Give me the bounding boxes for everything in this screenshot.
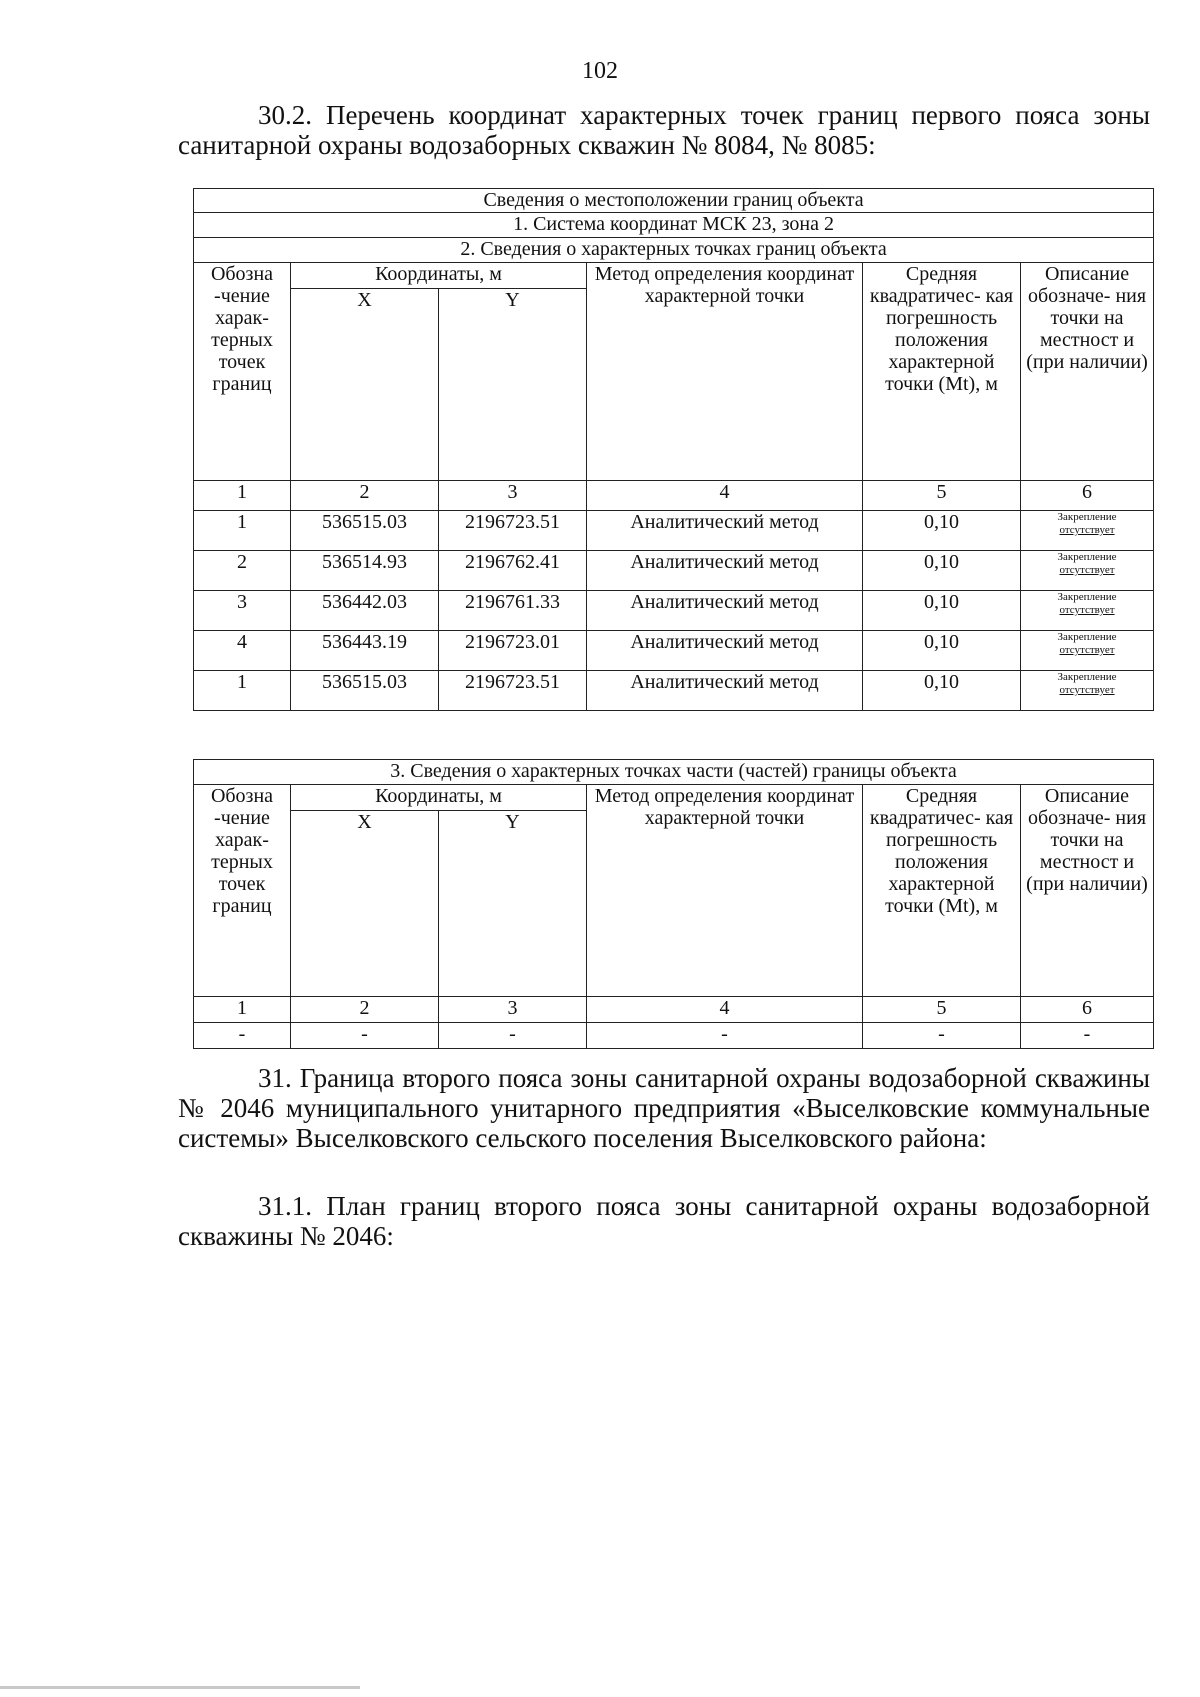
scan-edge-line xyxy=(0,1686,360,1689)
x-coordinate: 536443.19 xyxy=(291,631,439,671)
empty-cell: - xyxy=(439,1023,587,1049)
header-y: Y xyxy=(439,811,587,997)
header-description: Описание обозначе- ния точки на местност и (при наличии) xyxy=(1021,263,1154,481)
mean-error: 0,10 xyxy=(863,671,1021,711)
coordinate-system-row: 1. Система координат МСК 23, зона 2 xyxy=(194,213,1154,238)
boundary-points-section-row: 2. Сведения о характерных точках границ объекта xyxy=(194,238,1154,263)
empty-cell: - xyxy=(1021,1023,1154,1049)
table-row xyxy=(194,591,1154,631)
column-number: 2 xyxy=(291,481,439,511)
table-row xyxy=(194,511,1154,551)
header-x: X xyxy=(291,811,439,997)
header-coordinates: Координаты, м xyxy=(291,785,587,811)
point-number: 1 xyxy=(194,511,291,551)
header-mean-error: Средняя квадратичес- кая погрешность положения характерной точки (Mt), м xyxy=(863,263,1021,481)
column-number: 6 xyxy=(1021,481,1154,511)
header-x: X xyxy=(291,289,439,481)
boundary-parts-section-row: 3. Сведения о характерных точках части (частей) границы объекта xyxy=(194,760,1154,785)
empty-cell: - xyxy=(194,1023,291,1049)
section-31-1-paragraph: 31.1. План границ второго пояса зоны санитарной охраны водозаборной скважины № 2046: xyxy=(178,1191,1150,1251)
table-row xyxy=(194,1023,1154,1049)
column-number: 5 xyxy=(863,997,1021,1023)
boundary-parts-table xyxy=(193,759,1154,1049)
y-coordinate: 2196723.51 xyxy=(439,511,587,551)
point-description: Закрепление отсутствует xyxy=(1021,591,1154,631)
header-method: Метод определения координат характерной точки xyxy=(587,263,863,481)
point-number: 3 xyxy=(194,591,291,631)
page-number: 102 xyxy=(582,58,618,84)
header-method: Метод определения координат характерной точки xyxy=(587,785,863,997)
table-row xyxy=(194,551,1154,591)
method: Аналитический метод xyxy=(587,631,863,671)
empty-cell: - xyxy=(587,1023,863,1049)
x-coordinate: 536515.03 xyxy=(291,511,439,551)
header-point-designation: Обозна -чение харак- терных точек границ xyxy=(194,785,291,997)
x-coordinate: 536442.03 xyxy=(291,591,439,631)
y-coordinate: 2196723.51 xyxy=(439,671,587,711)
table-row xyxy=(194,671,1154,711)
x-coordinate: 536515.03 xyxy=(291,671,439,711)
column-number: 1 xyxy=(194,481,291,511)
point-description: Закрепление отсутствует xyxy=(1021,671,1154,711)
y-coordinate: 2196723.01 xyxy=(439,631,587,671)
column-number: 3 xyxy=(439,481,587,511)
header-mean-error: Средняя квадратичес- кая погрешность положения характерной точки (Mt), м xyxy=(863,785,1021,997)
column-number: 3 xyxy=(439,997,587,1023)
point-number: 2 xyxy=(194,551,291,591)
section-31-paragraph: 31. Граница второго пояса зоны санитарной охраны водозаборной скважины № 2046 муниципального унитарного предприятия «Выселковские коммунальные системы» Выселковского сельского поселения Выселковского района: xyxy=(178,1063,1150,1153)
section-30-2-heading: 30.2. Перечень координат характерных точек границ первого пояса зоны санитарной охраны водозаборных скважин № 8084, № 8085: xyxy=(178,100,1150,160)
point-number: 1 xyxy=(194,671,291,711)
method: Аналитический метод xyxy=(587,511,863,551)
table-title: Сведения о местоположении границ объекта xyxy=(194,189,1154,213)
header-coordinates: Координаты, м xyxy=(291,263,587,289)
point-number: 4 xyxy=(194,631,291,671)
header-point-designation: Обозна -чение харак- терных точек границ xyxy=(194,263,291,481)
y-coordinate: 2196761.33 xyxy=(439,591,587,631)
table-row xyxy=(194,631,1154,671)
column-number: 4 xyxy=(587,481,863,511)
column-number: 1 xyxy=(194,997,291,1023)
column-number: 5 xyxy=(863,481,1021,511)
mean-error: 0,10 xyxy=(863,551,1021,591)
boundary-coordinates-table xyxy=(193,188,1154,711)
empty-cell: - xyxy=(291,1023,439,1049)
method: Аналитический метод xyxy=(587,591,863,631)
point-description: Закрепление отсутствует xyxy=(1021,631,1154,671)
mean-error: 0,10 xyxy=(863,591,1021,631)
column-number: 2 xyxy=(291,997,439,1023)
method: Аналитический метод xyxy=(587,671,863,711)
header-description: Описание обозначе- ния точки на местност и (при наличии) xyxy=(1021,785,1154,997)
y-coordinate: 2196762.41 xyxy=(439,551,587,591)
header-y: Y xyxy=(439,289,587,481)
empty-cell: - xyxy=(863,1023,1021,1049)
x-coordinate: 536514.93 xyxy=(291,551,439,591)
column-number: 6 xyxy=(1021,997,1154,1023)
mean-error: 0,10 xyxy=(863,631,1021,671)
method: Аналитический метод xyxy=(587,551,863,591)
point-description: Закрепление отсутствует xyxy=(1021,511,1154,551)
mean-error: 0,10 xyxy=(863,511,1021,551)
column-number: 4 xyxy=(587,997,863,1023)
point-description: Закрепление отсутствует xyxy=(1021,551,1154,591)
